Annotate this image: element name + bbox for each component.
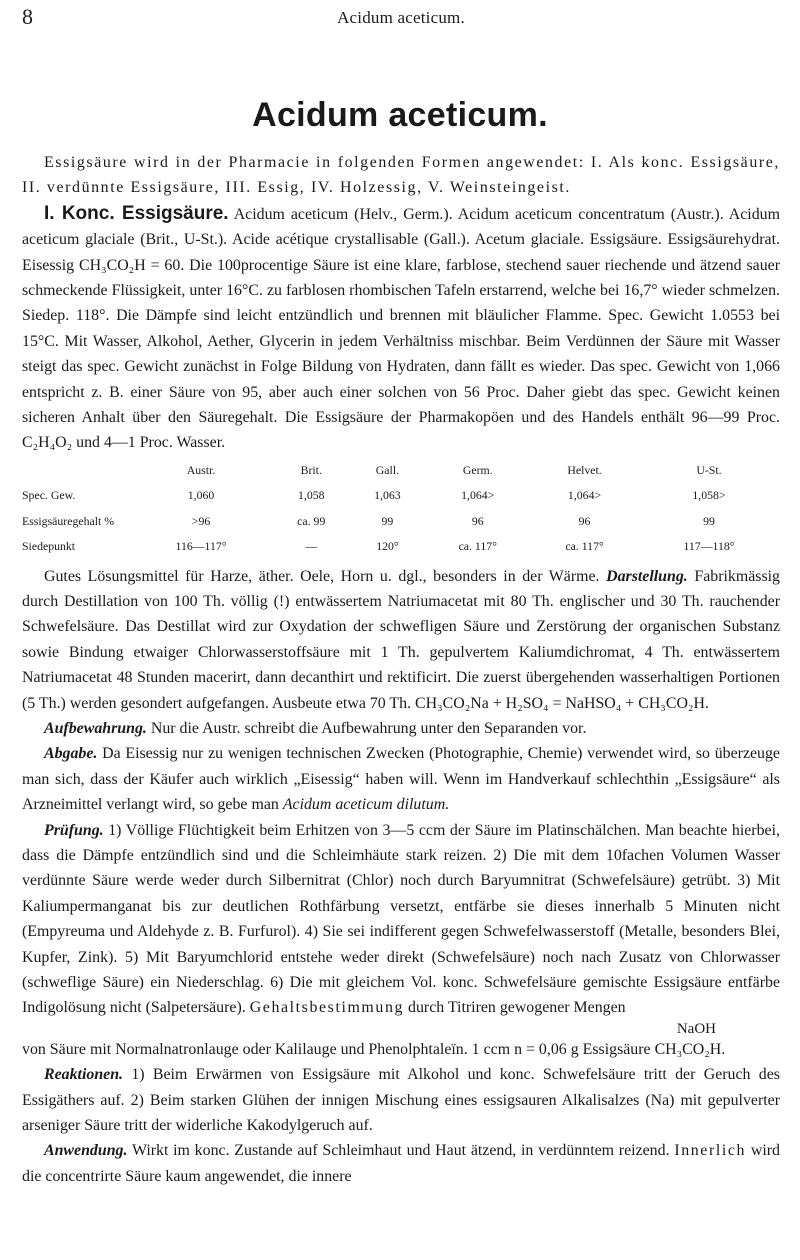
table-cell: 1,058> bbox=[692, 488, 726, 503]
gehalt-label: Gehaltsbestimmung bbox=[249, 999, 405, 1017]
section-konc-text: Acidum aceticum (Helv., Germ.). Acidum aceticum concentratum (Austr.). Acidum aceticum glaciale (Brit., U-St.). Acide acétique crystallisable (Gall.). Acetum glaciale. Essigsäure. Essigsäurehydrat. Eisessig CH₃CO₂H = 60. Die 100procentige Säure ist eine klare, farblose, stechend sauer riechende und ätzend sauer schmeckende Flüssigkeit, unter 16°C. zu farblosen rhombischen Tafeln erstarrend, welche bei 16,7° wieder schmelzen. Siedep. 118°. Die Dämpfe sind leicht entzündlich und brennen mit bläulicher Flamme. Spec. Gewicht 1.0553 bei 15°C. Mit Wasser, Alkohol, Aether, Glycerin in jedem Verhältniss mischbar. Beim Verdünnen der Säure mit Wasser steigt das spec. Gewicht zunächst in Folge Bildung von Hydraten, dann fällt es wieder. Das spec. Gewicht von 1,066 entspricht z. B. einer Säure von 95, aber auch einer solchen von 56 Proc. Daher giebt das spec. Gewicht keinen sicheren Anhalt über den Säuregehalt. Die Essigsäure der Pharmakopöen und des Handels enthält 96—99 Proc. C₂H₄O₂ und 4—1 Proc. Wasser. bbox=[22, 205, 780, 452]
table-cell: 116—117° bbox=[175, 539, 227, 554]
anwendung-label: Anwendung. bbox=[44, 1142, 128, 1160]
gehalt-line bbox=[22, 1037, 780, 1062]
solvent-text: Gutes Lösungsmittel für Harze, äther. Oele, Horn u. dgl., besonders in der Wärme. bbox=[44, 567, 600, 585]
pruefung-label: Prüfung. bbox=[44, 821, 104, 839]
darstellung-text: Fabrikmässig durch Destillation von 100 Th. völlig (!) entwässertem Natriumacetat mit 80 Th. englischer und 30 Th. rauchender Schwefelsäure. Das Destillat wird zur Oxydation der schwefligen Säure und Zerstörung der organischen Substanz sowie Bindung etwaiger Chlorwasserstoffsäure mit 1 Th. gepulvertem Kaliumdichromat, 4 Th. entwässertem Natriumacetat 48 Stunden macerirt, dann decanthirt und rektificirt. Die zuerst übergehenden wasserhaltigen Portionen (5 Th.) werden gesondert aufgefangen. Ausbeute etwa 70 Th. CH₃CO₂Na + H₂SO₄ = NaHSO₄ + CH₃CO₂H. bbox=[22, 567, 780, 712]
table-cell: 117—118° bbox=[683, 539, 735, 554]
abgabe-paragraph bbox=[22, 741, 780, 817]
table-cell: 99 bbox=[381, 513, 394, 528]
table-row bbox=[22, 483, 780, 508]
table-cell: 1,063 bbox=[374, 488, 401, 503]
table-header-cell: Brit. bbox=[300, 462, 322, 477]
darstellung-label: Darstellung. bbox=[606, 567, 688, 585]
reaktionen-text: 1) Beim Erwärmen von Essigsäure mit Alkohol und konc. Schwefelsäure tritt der Geruch des Essigäthers auf. 2) Beim starken Glühen der innigen Mischung eines essigsauren Alkalisalzes (Na) mit gepulverter arseniger Säure tritt der widerliche Kakodylgeruch auf. bbox=[22, 1066, 780, 1135]
solvent-paragraph bbox=[22, 564, 780, 716]
fraction-denominator: n bbox=[514, 1040, 523, 1058]
abgabe-label: Abgabe. bbox=[44, 745, 98, 763]
intro-paragraph bbox=[22, 150, 780, 201]
table-header-cell: Gall. bbox=[375, 462, 400, 477]
anwendung-text: Wirkt im konc. Zustande auf Schleimhaut und Haut ätzend, in verdünntem reizend. bbox=[131, 1142, 670, 1160]
section-heading: I. Konc. Essigsäure. bbox=[44, 202, 229, 224]
table-header-cell: Helvet. bbox=[567, 462, 602, 477]
table-cell: ca. 117° bbox=[565, 539, 604, 554]
pharmacopoeia-table bbox=[22, 458, 780, 560]
aufbewahrung-paragraph bbox=[22, 716, 780, 741]
table-cell: 96 bbox=[578, 513, 591, 528]
page-title: Acidum aceticum. bbox=[252, 96, 548, 134]
page-header bbox=[22, 4, 780, 34]
table-cell: 1,058 bbox=[297, 488, 325, 503]
row-label: Spec. Gew. bbox=[22, 488, 76, 503]
intro-text: Essigsäure wird in der Pharmacie in folgenden Formen angewendet: I. Als konc. Essigsäure, II. verdünnte Essigsäure, III. Essig, IV. Holzessig, V. Weinsteingeist. bbox=[22, 154, 780, 197]
table-header-cell: Germ. bbox=[462, 462, 493, 477]
table-header-cell: Austr. bbox=[186, 462, 216, 477]
table-cell: 96 bbox=[471, 513, 484, 528]
table-cell: 120° bbox=[376, 539, 399, 554]
table-cell: — bbox=[305, 539, 318, 554]
abgabe-italic: Acidum aceticum dilutum. bbox=[282, 796, 450, 814]
table-cell: ca. 117° bbox=[458, 539, 497, 554]
table-header-cell: U-St. bbox=[696, 462, 722, 477]
innerlich-label: Innerlich bbox=[674, 1142, 747, 1160]
aufbewahrung-label: Aufbewahrung. bbox=[44, 719, 147, 737]
article-body bbox=[22, 150, 780, 1189]
running-head: Acidum aceticum. bbox=[337, 8, 465, 27]
anwendung-paragraph bbox=[22, 1138, 780, 1189]
table-cell: ca. 99 bbox=[297, 513, 326, 528]
gehalt-result: = 0,06 g Essigsäure CH₃CO₂H. bbox=[526, 1040, 726, 1058]
pruefung-paragraph bbox=[22, 818, 780, 1021]
section-konc-paragraph bbox=[22, 201, 780, 456]
abgabe-text: Da Eisessig nur zu wenigen technischen Zwecken (Photographie, Chemie) verwendet wird, so überzeuge man sich, dass der Käufer auch wirklich „Eisessig“ haben will. Wenn im Handverkauf schlechthin „Essigsäure“ als Arzneimittel verlangt wird, so gebe man bbox=[22, 745, 780, 814]
table-cell bbox=[22, 458, 130, 483]
reaktionen-paragraph bbox=[22, 1062, 780, 1138]
table-cell: >96 bbox=[191, 513, 211, 528]
table-row bbox=[22, 509, 780, 534]
row-label: Siedepunkt bbox=[22, 539, 76, 554]
gehalt-line-text: von Säure mit Normalnatronlauge oder Kalilauge und Phenolphtaleïn. 1 ccm bbox=[22, 1040, 511, 1058]
fraction-numerator: NaOH bbox=[676, 1020, 716, 1037]
table-cell: 1,060 bbox=[187, 488, 215, 503]
page-number: 8 bbox=[22, 4, 33, 29]
row-label: Essigsäuregehalt % bbox=[22, 513, 115, 528]
table-cell: 1,064> bbox=[461, 488, 495, 503]
table-row bbox=[22, 534, 780, 559]
table-cell: 99 bbox=[703, 513, 715, 528]
aufbewahrung-text: Nur die Austr. schreibt die Aufbewahrung unter den Separanden vor. bbox=[150, 719, 587, 737]
table-header-row bbox=[22, 458, 780, 483]
gehalt-text: durch Titriren gewogener Mengen bbox=[408, 999, 626, 1017]
table-cell: 1,064> bbox=[567, 488, 602, 503]
reaktionen-label: Reaktionen. bbox=[44, 1066, 124, 1084]
pruefung-text: 1) Völlige Flüchtigkeit beim Erhitzen von 3—5 ccm der Säure im Platinschälchen. Man beachte hierbei, dass die Dämpfe entzündlich sind und die Schleimhäute stark reizen. 2) Die mit dem 10fachen Volumen Wasser verdünnte Säure werde weder durch Silbernitrat (Chlor) noch durch Baryumnitrat (Schwefelsäure) getrübt. 3) Mit Kaliumpermanganat bis zur deutlichen Rothfärbung versetzt, entfärbe sie dieses innerhalb 5 Minuten nicht (Empyreuma und Aldehyde z. B. Furfurol). 4) Sie sei indifferent gegen Schwefelwasserstoff (Metalle, besonders Blei, Kupfer, Zink). 5) Mit Baryumchlorid entstehe weder direkt (Schwefelsäure) noch nach Zusatz von Chlorwasser (schweflige Säure) ein Niederschlag. 6) Die mit gleichem Vol. konc. Schwefelsäure gemischte Essigsäure entfärbe Indigolösung nicht (Salpetersäure). bbox=[22, 821, 780, 1017]
anwendung-text-2: wird die concentrirte Säure kaum angewendet, die innere bbox=[22, 1142, 780, 1185]
